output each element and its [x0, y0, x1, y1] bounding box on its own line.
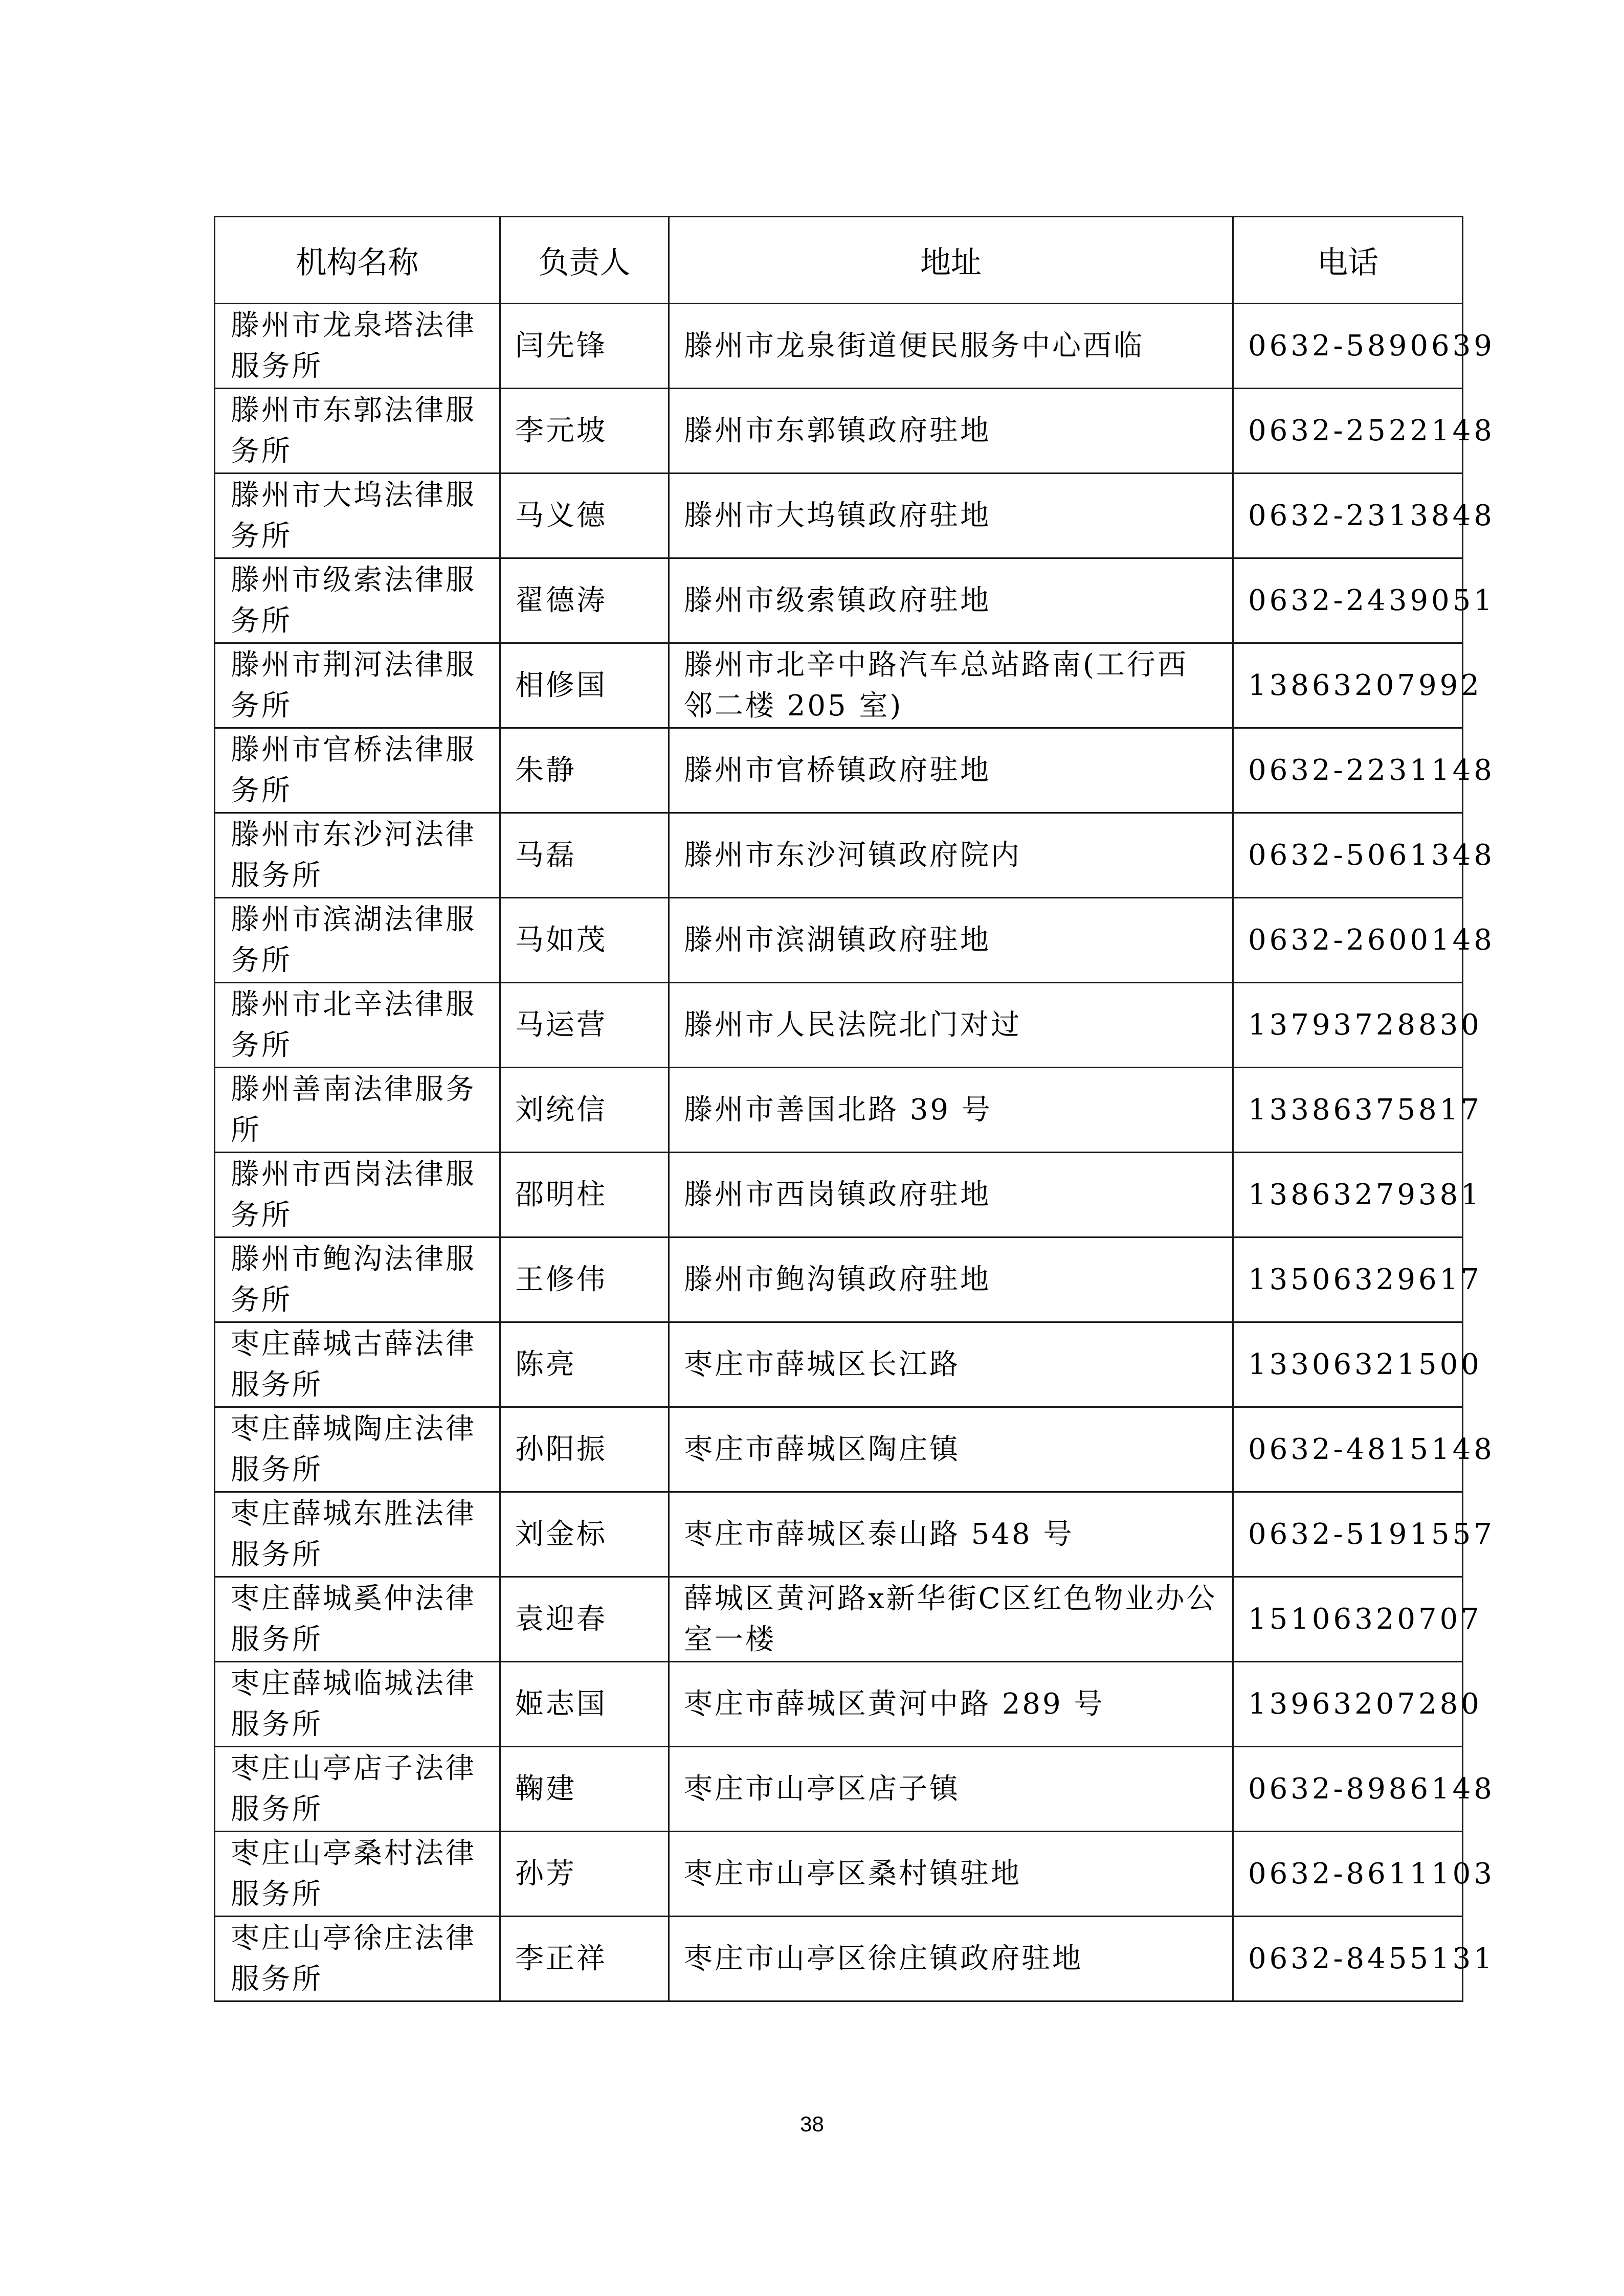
cell-person-in-charge: 鞠建	[500, 1747, 669, 1832]
table-row	[215, 898, 1463, 983]
table-row	[215, 1068, 1463, 1153]
cell-person-in-charge: 陈亮	[500, 1322, 669, 1407]
cell-phone: 13506329617	[1233, 1237, 1463, 1322]
table-row	[215, 1237, 1463, 1322]
table-row	[215, 1917, 1463, 2001]
cell-org-name: 滕州市西岗法律服务所	[215, 1153, 500, 1237]
cell-phone: 0632-8455131	[1233, 1917, 1463, 2001]
cell-address: 枣庄市薛城区长江路	[669, 1322, 1233, 1407]
table-row	[215, 813, 1463, 898]
table-body	[215, 304, 1495, 2001]
page-number: 38	[800, 2112, 824, 2136]
cell-person-in-charge: 朱静	[500, 728, 669, 813]
cell-org-name: 滕州善南法律服务所	[215, 1068, 500, 1153]
cell-person-in-charge: 孙阳振	[500, 1407, 669, 1492]
cell-org-name: 滕州市龙泉塔法律服务所	[215, 304, 500, 389]
cell-phone: 13386375817	[1233, 1068, 1463, 1153]
cell-phone: 0632-2439051	[1233, 558, 1463, 643]
table-row	[215, 558, 1463, 643]
table-row	[215, 389, 1463, 474]
table-row	[215, 474, 1463, 558]
cell-address: 滕州市北辛中路汽车总站路南(工行西邻二楼 205 室)	[669, 643, 1233, 728]
cell-org-name: 滕州市滨湖法律服务所	[215, 898, 500, 983]
table-row	[215, 1153, 1463, 1237]
cell-org-name: 枣庄山亭徐庄法律服务所	[215, 1917, 500, 2001]
cell-address: 滕州市官桥镇政府驻地	[669, 728, 1233, 813]
cell-phone: 13963207280	[1233, 1662, 1463, 1747]
cell-phone: 15106320707	[1233, 1577, 1463, 1662]
cell-person-in-charge: 刘金标	[500, 1492, 669, 1577]
cell-org-name: 滕州市级索法律服务所	[215, 558, 500, 643]
cell-phone: 13793728830	[1233, 983, 1463, 1068]
cell-address: 滕州市鲍沟镇政府驻地	[669, 1237, 1233, 1322]
cell-address: 滕州市龙泉街道便民服务中心西临	[669, 304, 1233, 389]
cell-address: 枣庄市薛城区泰山路 548 号	[669, 1492, 1233, 1577]
cell-address: 滕州市东沙河镇政府院内	[669, 813, 1233, 898]
table-row	[215, 1747, 1463, 1832]
cell-phone: 13863207992	[1233, 643, 1463, 728]
cell-address: 枣庄市薛城区陶庄镇	[669, 1407, 1233, 1492]
cell-address: 滕州市善国北路 39 号	[669, 1068, 1233, 1153]
table-row	[215, 304, 1463, 389]
column-header-org: 机构名称	[215, 217, 500, 304]
cell-address: 滕州市西岗镇政府驻地	[669, 1153, 1233, 1237]
cell-person-in-charge: 刘统信	[500, 1068, 669, 1153]
table-row	[215, 1407, 1463, 1492]
cell-person-in-charge: 邵明柱	[500, 1153, 669, 1237]
cell-person-in-charge: 李正祥	[500, 1917, 669, 2001]
cell-org-name: 枣庄薛城奚仲法律服务所	[215, 1577, 500, 1662]
cell-address: 滕州市级索镇政府驻地	[669, 558, 1233, 643]
cell-address: 枣庄市山亭区徐庄镇政府驻地	[669, 1917, 1233, 2001]
cell-org-name: 滕州市大坞法律服务所	[215, 474, 500, 558]
legal-service-directory-table	[214, 216, 1495, 2002]
cell-org-name: 滕州市鲍沟法律服务所	[215, 1237, 500, 1322]
cell-address: 枣庄市薛城区黄河中路 289 号	[669, 1662, 1233, 1747]
cell-address: 滕州市东郭镇政府驻地	[669, 389, 1233, 474]
cell-org-name: 滕州市北辛法律服务所	[215, 983, 500, 1068]
cell-person-in-charge: 马磊	[500, 813, 669, 898]
cell-org-name: 滕州市官桥法律服务所	[215, 728, 500, 813]
table-row	[215, 728, 1463, 813]
cell-person-in-charge: 马义德	[500, 474, 669, 558]
table-row	[215, 643, 1463, 728]
cell-phone: 0632-2522148	[1233, 389, 1463, 474]
table-row	[215, 1577, 1463, 1662]
cell-phone: 0632-2231148	[1233, 728, 1463, 813]
cell-person-in-charge: 姬志国	[500, 1662, 669, 1747]
cell-person-in-charge: 袁迎春	[500, 1577, 669, 1662]
cell-phone: 0632-8611103	[1233, 1832, 1463, 1917]
cell-person-in-charge: 王修伟	[500, 1237, 669, 1322]
cell-address: 枣庄市山亭区桑村镇驻地	[669, 1832, 1233, 1917]
table-row	[215, 1662, 1463, 1747]
cell-phone: 0632-5890639	[1233, 304, 1463, 389]
cell-address: 滕州市大坞镇政府驻地	[669, 474, 1233, 558]
header-row	[215, 217, 1463, 304]
cell-org-name: 枣庄薛城临城法律服务所	[215, 1662, 500, 1747]
cell-org-name: 滕州市荆河法律服务所	[215, 643, 500, 728]
column-header-address: 地址	[669, 217, 1233, 304]
cell-address: 滕州市人民法院北门对过	[669, 983, 1233, 1068]
cell-person-in-charge: 翟德涛	[500, 558, 669, 643]
column-header-head: 负责人	[500, 217, 669, 304]
cell-phone: 0632-4815148	[1233, 1407, 1463, 1492]
cell-org-name: 枣庄薛城陶庄法律服务所	[215, 1407, 500, 1492]
cell-org-name: 滕州市东郭法律服务所	[215, 389, 500, 474]
cell-org-name: 枣庄薛城古薛法律服务所	[215, 1322, 500, 1407]
cell-person-in-charge: 相修国	[500, 643, 669, 728]
table-row	[215, 1832, 1463, 1917]
cell-phone: 0632-5061348	[1233, 813, 1463, 898]
table-row	[215, 1492, 1463, 1577]
cell-person-in-charge: 马运营	[500, 983, 669, 1068]
cell-phone: 0632-5191557	[1233, 1492, 1463, 1577]
cell-address: 滕州市滨湖镇政府驻地	[669, 898, 1233, 983]
cell-org-name: 枣庄山亭店子法律服务所	[215, 1747, 500, 1832]
document-page-body	[214, 216, 1495, 2002]
cell-person-in-charge: 李元坡	[500, 389, 669, 474]
cell-org-name: 枣庄薛城东胜法律服务所	[215, 1492, 500, 1577]
cell-person-in-charge: 孙芳	[500, 1832, 669, 1917]
table-row	[215, 983, 1463, 1068]
cell-phone: 0632-8986148	[1233, 1747, 1463, 1832]
cell-address: 薛城区黄河路x新华街C区红色物业办公室一楼	[669, 1577, 1233, 1662]
table-row	[215, 1322, 1463, 1407]
cell-phone: 0632-2600148	[1233, 898, 1463, 983]
cell-person-in-charge: 马如茂	[500, 898, 669, 983]
cell-address: 枣庄市山亭区店子镇	[669, 1747, 1233, 1832]
column-header-phone: 电话	[1233, 217, 1463, 304]
cell-phone: 0632-2313848	[1233, 474, 1463, 558]
table-header	[215, 217, 1463, 304]
cell-person-in-charge: 闫先锋	[500, 304, 669, 389]
cell-org-name: 枣庄山亭桑村法律服务所	[215, 1832, 500, 1917]
cell-phone: 13863279381	[1233, 1153, 1463, 1237]
cell-phone: 13306321500	[1233, 1322, 1463, 1407]
cell-org-name: 滕州市东沙河法律服务所	[215, 813, 500, 898]
